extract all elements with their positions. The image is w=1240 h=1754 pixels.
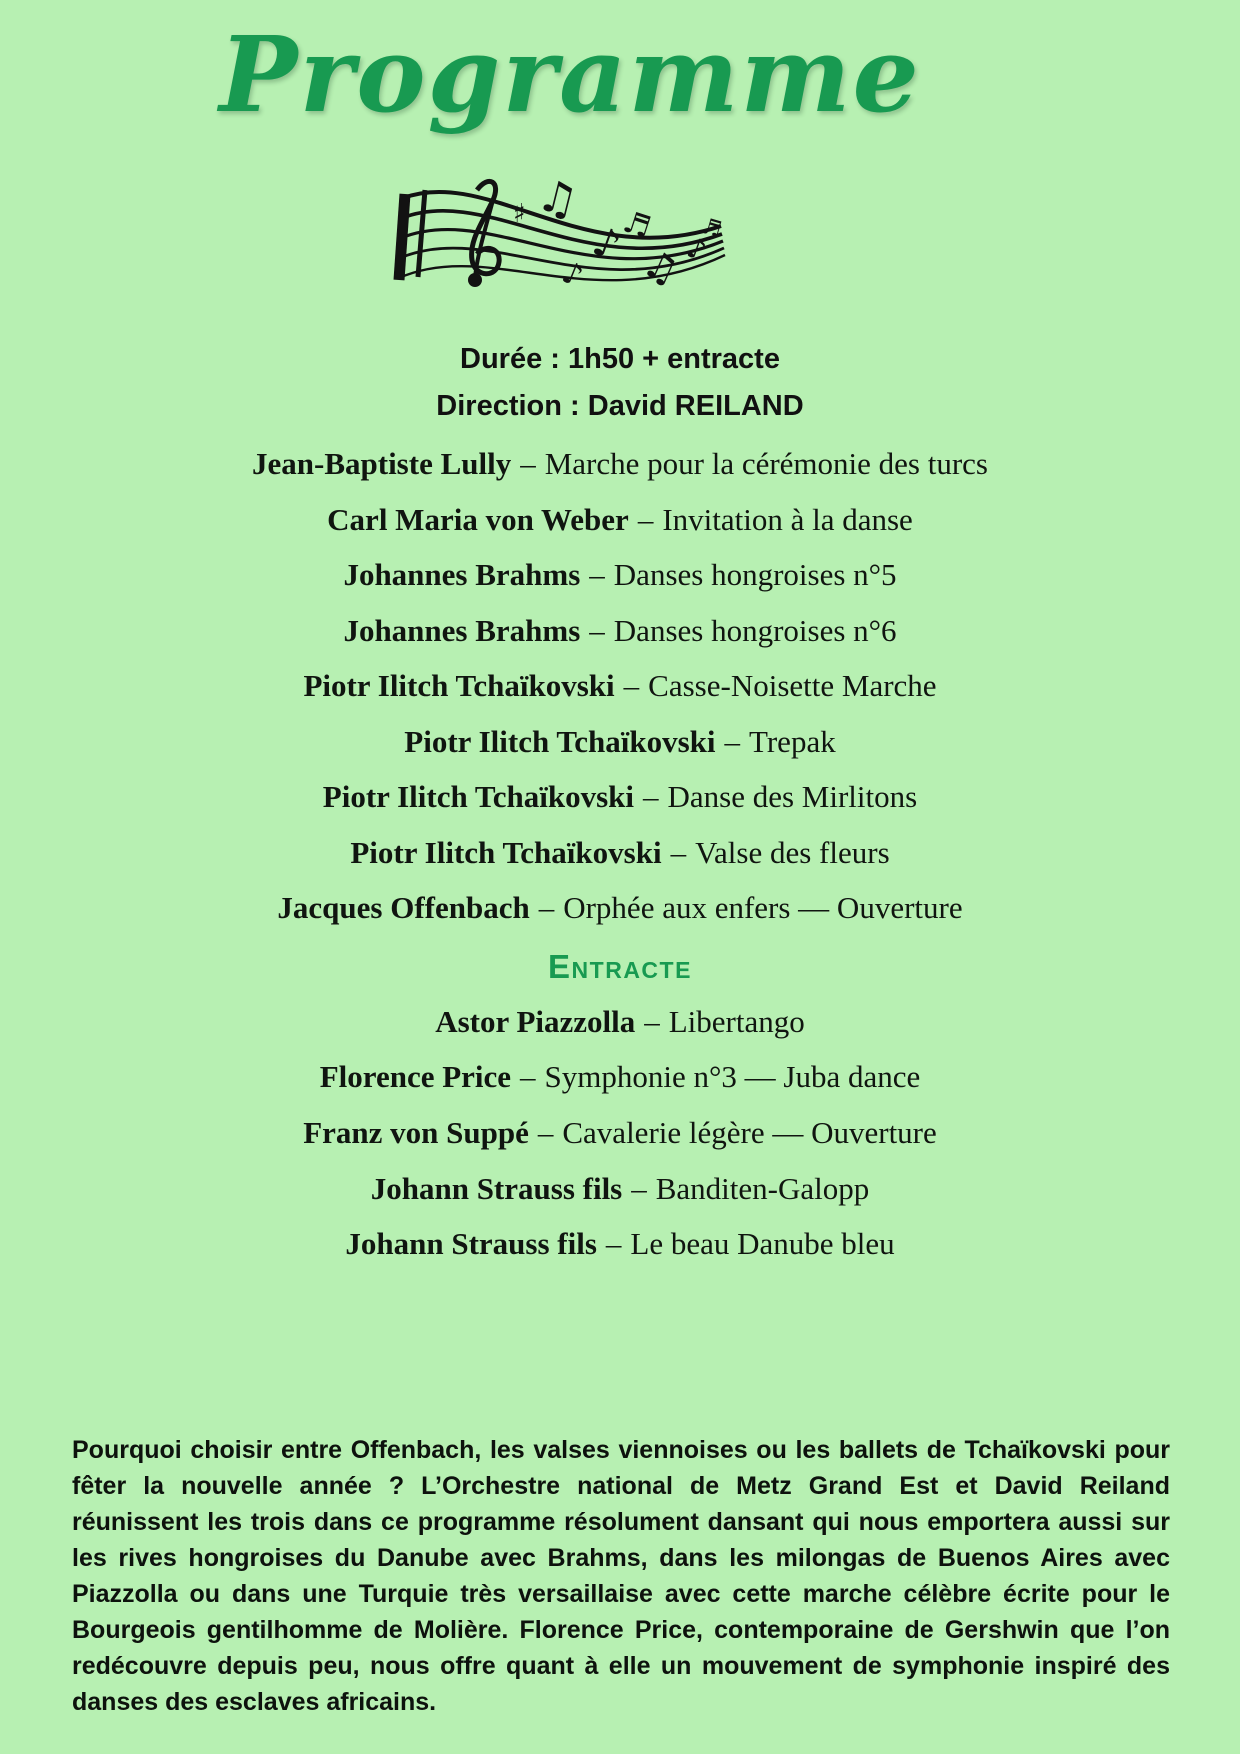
work-title: Cavalerie légère — Ouverture xyxy=(562,1115,937,1151)
dash-separator: – xyxy=(520,446,536,481)
svg-text:♪: ♪ xyxy=(557,254,588,295)
work-title: Danses hongroises n°6 xyxy=(613,612,897,648)
programme-item xyxy=(0,723,1240,759)
dash-separator: – xyxy=(538,890,555,926)
work-title: Casse-Noisette Marche xyxy=(648,668,937,704)
programme-item xyxy=(0,501,1240,537)
programme-item xyxy=(0,1061,1240,1094)
programme-item xyxy=(0,448,1240,481)
page-title: Programme xyxy=(219,13,921,136)
svg-text:♪: ♪ xyxy=(682,230,711,268)
composer-name: Florence Price xyxy=(319,1059,512,1095)
dash-separator: – xyxy=(670,834,687,870)
work-title: Danses hongroises n°5 xyxy=(613,557,897,593)
work-title: Orphée aux enfers — Ouverture xyxy=(563,890,963,926)
programme-item xyxy=(0,670,1240,703)
dash-separator: – xyxy=(605,1226,622,1262)
work-title: Le beau Danube bleu xyxy=(630,1226,895,1262)
programme-item xyxy=(0,1228,1240,1261)
programme-item xyxy=(0,781,1240,814)
programme-list xyxy=(0,448,1240,1284)
dash-separator: – xyxy=(520,1059,536,1095)
programme-item xyxy=(0,1117,1240,1150)
composer-name: Johannes Brahms xyxy=(343,612,581,648)
composer-name: Piotr Ilitch Tchaïkovski xyxy=(350,834,662,870)
work-title: Trepak xyxy=(749,723,836,759)
composer-name: Piotr Ilitch Tchaïkovski xyxy=(303,668,615,704)
composer-name: Johannes Brahms xyxy=(343,557,581,593)
dash-separator: – xyxy=(637,501,654,537)
dash-separator: – xyxy=(537,1115,554,1151)
composer-name: Carl Maria von Weber xyxy=(327,501,629,537)
work-title: Banditen-Galopp xyxy=(655,1170,870,1206)
work-title: Valse des fleurs xyxy=(695,834,890,870)
meta-block xyxy=(0,336,1240,430)
entracte-heading: Entracte xyxy=(548,947,692,985)
svg-text:♪: ♪ xyxy=(586,218,627,271)
programme-item xyxy=(0,559,1240,592)
work-title: Danse des Mirlitons xyxy=(667,779,918,815)
svg-text:♬: ♬ xyxy=(618,204,655,246)
dash-separator: – xyxy=(644,1003,660,1039)
dash-separator: – xyxy=(631,1170,647,1206)
programme-item xyxy=(0,1003,1240,1039)
programme-item xyxy=(0,834,1240,870)
dash-separator: – xyxy=(589,612,605,648)
dash-separator: – xyxy=(643,779,659,815)
svg-text:♬: ♬ xyxy=(698,213,725,244)
direction-label: Direction : xyxy=(436,389,588,422)
programme-item xyxy=(0,612,1240,648)
svg-text:♯: ♯ xyxy=(513,199,526,229)
svg-text:♫: ♫ xyxy=(636,240,686,295)
dash-separator: – xyxy=(623,668,640,704)
composer-name: Piotr Ilitch Tchaïkovski xyxy=(404,723,716,759)
dash-separator: – xyxy=(724,723,741,759)
programme-item xyxy=(0,892,1240,925)
svg-text:♫: ♫ xyxy=(532,169,583,229)
composer-name: Jacques Offenbach xyxy=(277,890,530,926)
work-title: Invitation à la danse xyxy=(662,501,913,537)
work-title: Marche pour la cérémonie des turcs xyxy=(544,446,988,481)
composer-name: Johann Strauss fils xyxy=(370,1170,623,1206)
duration-line: Durée : 1h50 + entracte xyxy=(460,343,780,375)
composer-name: Jean-Baptiste Lully xyxy=(252,446,512,481)
music-staff-graphic xyxy=(385,160,735,320)
composer-name: Astor Piazzolla xyxy=(435,1003,636,1039)
dash-separator: – xyxy=(589,557,605,593)
composer-name: Franz von Suppé xyxy=(303,1115,529,1151)
composer-name: Johann Strauss fils xyxy=(345,1226,597,1262)
music-notes-icon xyxy=(385,160,735,320)
director-name: David REILAND xyxy=(587,389,804,422)
programme-description: Pourquoi choisir entre Offenbach, les valses viennoises ou les ballets de Tchaïkovski pour fêter la nouvelle année ? L’Orchestre national de Metz Grand Est et David Reiland réunissent les trois dans ce programme résolument dansant qui nous emportera aussi sur les rives hongroises du Danube avec Brahms, dans les milongas de Buenos Aires avec Piazzolla ou dans une Turquie très versaillaise avec cette marche célèbre écrite pour le Bourgeois gentilhomme de Molière. Florence Price, contemporaine de Gershwin que l’on redécouvre depuis peu, nous offre quant à elle un mouvement de symphonie inspiré des danses des esclaves africains. xyxy=(72,1436,1170,1716)
composer-name: Piotr Ilitch Tchaïkovski xyxy=(322,779,635,815)
work-title: Libertango xyxy=(668,1003,805,1039)
direction-line xyxy=(0,383,1240,430)
programme-item xyxy=(0,1170,1240,1206)
work-title: Symphonie n°3 — Juba dance xyxy=(544,1059,921,1095)
